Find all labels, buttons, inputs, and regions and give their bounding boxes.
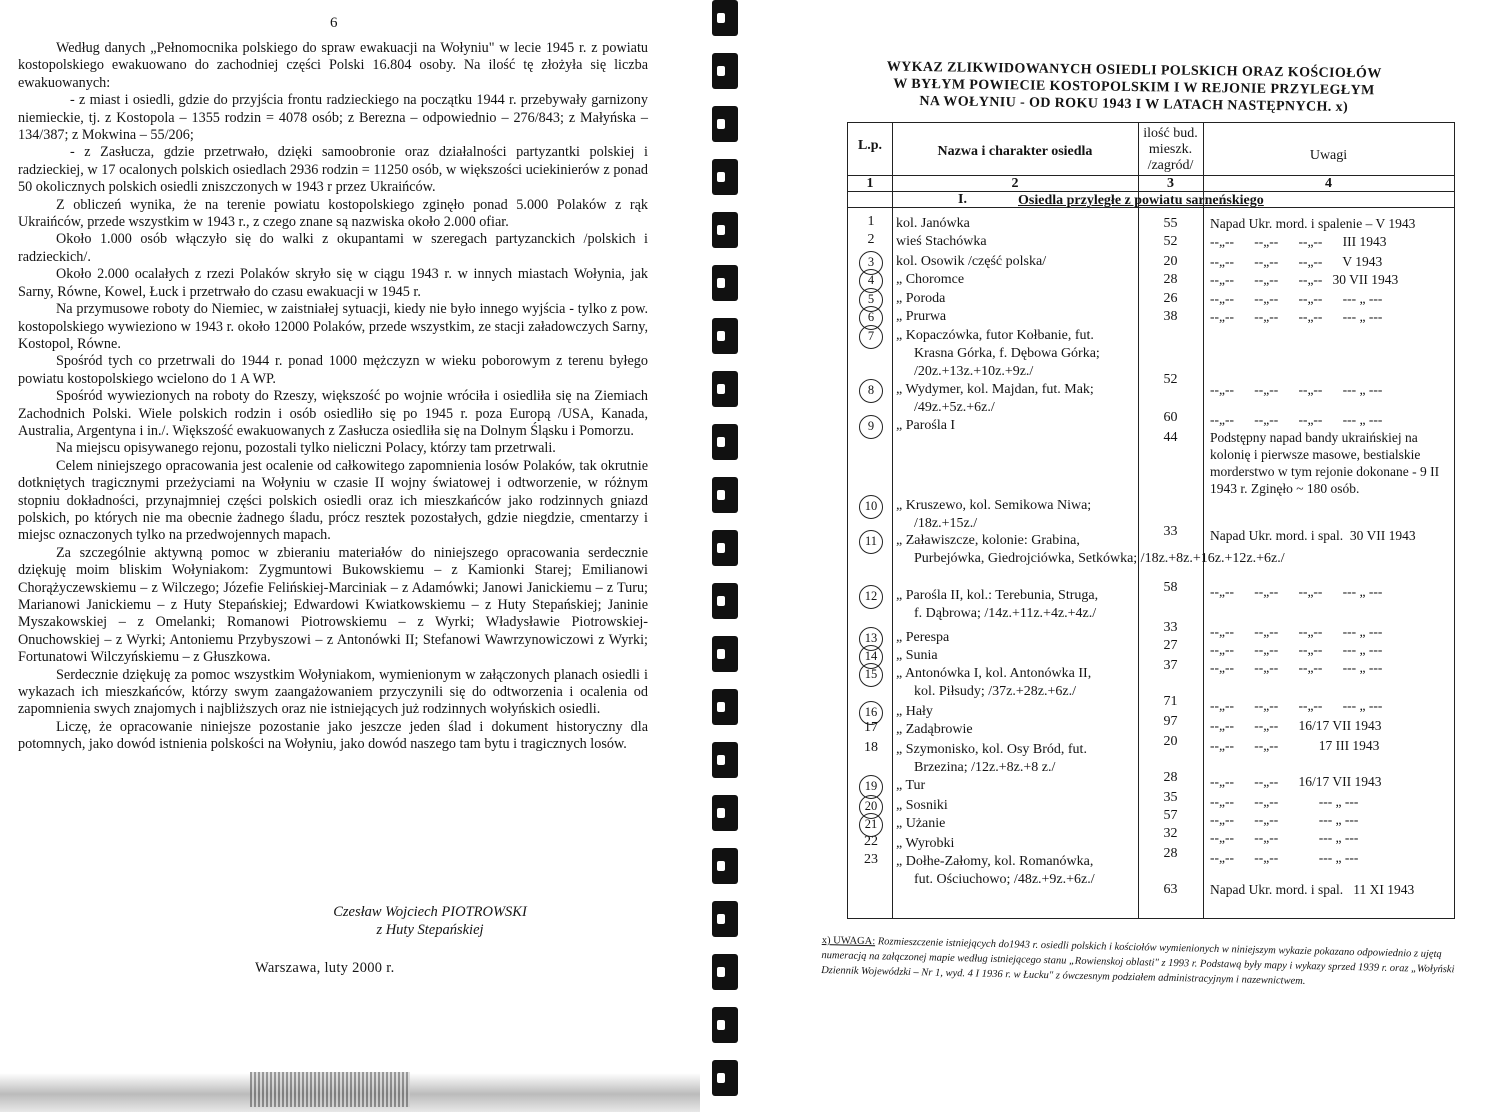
settlement-name: „ Użanie [896,816,946,831]
remark: --„-- --„-- --„-- --- „ --- [1210,382,1383,397]
remark: --„-- --„-- --„-- V 1943 [1210,254,1383,269]
remark: Napad Ukr. mord. i spal. 11 XI 1943 [1210,882,1415,897]
scan-shadow [0,1052,700,1112]
circled-row-number: 11 [859,530,883,554]
building-count: 97 [1163,714,1178,729]
row-number [854,585,888,609]
remark: --„-- --„-- --„-- --- „ --- [1210,642,1383,657]
signature-origin: z Huty Stepańskiej [376,922,484,938]
settlement-name: Purbejówka, Giedrojciówka, Setkówka; /18z.+8z.+16z.+12z.+6z./ [914,551,1285,566]
row-number [854,379,888,403]
circled-row-number: 9 [859,415,883,439]
settlement-name: „ Parośla II, kol.: Terebunia, Struga, [896,588,1099,603]
paragraph: Według danych „Pełnomocnika polskiego do spraw ewakuacji na Wołyniu" w lecie 1945 r. z powiatu kostopolskiego ewakuowano do zachodniej części Polski 16.804 osoby. Na ilość tę złożyła się liczba ewakuowanych: [18,40,648,91]
settlement-name: f. Dąbrowa; /14z.+11z.+4z.+4z./ [914,606,1097,621]
row-number [854,663,888,687]
circled-row-number: 7 [859,325,883,349]
settlement-name: „ Zadąbrowie [896,722,973,737]
remark: Napad Ukr. mord. i spalenie – V 1943 [1210,216,1416,231]
row-number [854,719,888,736]
remark: --„-- --„-- --„-- --- „ --- [1210,584,1383,599]
circled-row-number: 20 [859,795,883,819]
row-number [854,851,888,868]
row-number-text: 18 [864,740,878,755]
row-number [854,325,888,349]
right-page [780,0,1488,1115]
building-count: 52 [1163,372,1178,387]
building-count: 33 [1163,524,1178,539]
remark: --„-- --„-- --„-- III 1943 [1210,234,1387,249]
remark: --„-- --„-- 16/17 VII 1943 [1210,718,1382,733]
row-number [854,495,888,519]
footnote-label: x) UWAGA: [821,934,876,948]
building-count: 20 [1163,254,1178,269]
col-number-2: 2 [1011,176,1019,191]
building-count: 44 [1163,430,1178,445]
building-count: 33 [1163,620,1178,635]
section-number: I. [958,192,967,207]
circled-row-number: 5 [859,288,883,312]
col-number-4: 4 [1325,176,1332,191]
building-count: 38 [1163,309,1178,324]
header-count-2: mieszk. [1148,142,1193,157]
paragraph: Na miejscu opisywanego rejonu, pozostali tylko nieliczni Polacy, którzy tam przetrwali. [56,440,556,457]
paragraph: - z Zasłucza, gdzie przetrwało, dzięki samoobronie oraz działalności partyzantki polskiej i radzieckiej, w 17 ocalonych polskich osiedlach 2936 rodzin = 11250 osób, w większości uciekinierów z ponad 50 okolicznych polskich osiedli zniszczonych w 1943 r przez Ukraińców. [18,144,648,196]
paragraph: Serdecznie dziękuję za pomoc wszystkim Wołyniakom, wymienionym w załączonych planach osiedli i wykazach ich mieszkańców, którzy swym zaangażowaniem przyczynili się do odtworzenia i ocalenia od zapomnienia swych znajomych i najbliższych oraz nie istniejących już rodzinnych wołyńskich osiedli. [18,666,648,718]
page-number: 6 [330,15,338,31]
left-page [0,0,700,1115]
signature-name: Czesław Wojciech PIOTROWSKI [333,904,527,920]
building-count: 35 [1163,790,1178,805]
footnote [821,933,1462,993]
paragraph: Za szczególnie aktywną pomoc w zbieraniu materiałów do niniejszego opracowania serdecznie dziękuję moim bliskim Wołyniakom: Zygmuntowi Bukowskiemu – z Kamionki Starej; Emilianowi Chorążyczewskiemu – z Wilczego; Józefie Felińskiej-Marciniak – z Adamówki; Janowi Janickiemu – z Turu; Marianowi Janickiemu – z Huty Stepańskiej; Edwardowi Kwiatkowskiemu – z Huty Stepańskiej; Janinie Myszakowskiej – z Omelanki; Romanowi Piotrowskiemu – z Wyrki; Władysławie Piotrowskiej-Onuchowskiej – z Wyrki; Antoniemu Przybyszowi – z Antonówki II; Stefanowi Wawrzynowiczowi z Wyrki; Fortunatowi Wilczyńskiemu – z Głuszkowa. [18,544,648,666]
settlement-name: „ Poroda [896,291,946,306]
building-count: 58 [1163,580,1178,595]
title-line: WYKAZ ZLIKWIDOWANYCH OSIEDLI POLSKICH ORAZ KOŚCIOŁÓW [886,59,1382,82]
row-number-text: 17 [864,720,878,735]
circled-row-number: 8 [859,379,883,403]
building-count: 37 [1163,658,1178,673]
row-number [854,415,888,439]
paragraph: Celem niniejszego opracowania jest ocalenie od całkowitego zapomnienia losów Polaków, tak okrutnie dotkniętych tragicznymi przeżyciami na Wołyniu w czasie II wojny światowej i odtworzenie, w różnym stopniu dokładności, przynajmniej części polskich osiedli oraz ich mieszkańców jako rodzinnych gniazd polskich, po których nie ma obecnie żadnego śladu, prócz resztek pozostałych, gdzie niegdzie, cmentarzy i miejsc oznaczonych tylko na przedwojennych mapach. [18,457,648,544]
settlement-name: kol. Osowik /część polska/ [896,254,1047,269]
remark: --„-- --„-- --„-- --- „ --- [1210,309,1383,324]
circled-row-number: 14 [859,645,883,669]
remark: --„-- --„-- 17 III 1943 [1210,738,1380,753]
building-count: 57 [1163,808,1178,823]
paragraph: Z obliczeń wynika, że na terenie powiatu kostopolskiego zginęło ponad 5.000 Polaków z rąk Ukraińców, przede wszystkim w 1943 r., z czego znane są nazwiska około 2.000 ofiar. [18,196,648,231]
circled-row-number: 21 [859,813,883,837]
building-count: 60 [1163,410,1178,425]
building-count: 28 [1163,272,1178,287]
row-number-text: 2 [867,232,875,247]
row-number [854,530,888,554]
paragraph: Na przymusowe roboty do Niemiec, w zaistniałej sytuacji, kiedy nie było innego wyjścia - tylko z pow. kostopolskiego wywieziono w 1943 r. około 12000 Polaków, przede wszystkim, ze stacji załadowczych Sarny, Kostopol, Równe. [18,301,648,352]
settlement-name: „ Sosniki [896,798,948,813]
settlement-name: kol. Janówka [896,216,970,231]
building-count: 20 [1163,734,1178,749]
settlement-name: Brzezina; /12z.+8z.+8 z./ [914,760,1056,775]
col-number-3: 3 [1167,176,1174,191]
remark: Napad Ukr. mord. i spal. 30 VII 1943 [1210,528,1416,543]
spiral-binding [704,0,744,1115]
circled-row-number: 13 [859,627,883,651]
circled-row-number: 6 [859,306,883,330]
circled-row-number: 3 [859,251,883,275]
building-count: 63 [1163,882,1178,897]
settlement-name: „ Hały [896,704,933,719]
body-text [18,40,648,754]
building-count: 28 [1163,770,1178,785]
remark: --„-- --„-- --„-- --- „ --- [1210,698,1383,713]
settlement-name: „ Kopaczówka, futor Kołbanie, fut. [896,328,1094,343]
building-count: 32 [1163,826,1178,841]
settlement-name: /49z.+5z.+6z./ [914,400,995,415]
footnote-text: Rozmieszczenie istniejących do1943 r. osiedli polskich i kościołów wymienionych w niniejszym wykazie pokazano odpowiednio z ujętą numeracją na załączonej mapie według istniejącego stanu „Rowienskoj oblasti" z 1993 r. Podstawą były mapy i wykazy sprzed 1939 r. oraz „Wołyński Dziennik Wojewódzki – Nr 1, wyd. 4 I 1936 r. w Łucku" z ówczesnym podziałem administracyjnym i nazewnictwem. [821,936,1455,987]
settlement-name: „ Choromce [896,272,965,287]
settlement-name: fut. Ościuchowo; /48z.+9z.+6z./ [914,872,1095,887]
header-name: Nazwa i charakter osiedla [937,144,1093,159]
circled-row-number: 15 [859,663,883,687]
settlement-name: „ Parośla I [896,418,956,433]
paragraph: - z miast i osiedli, gdzie do przyjścia frontu radzieckiego na początku 1944 r. przebywały garnizony niemieckie, tj. z Kostopola – 1355 rodzin = 4078 osób; z Berezna – odpowiednio – 276/843; z Małyńska – 134/387; z Mokwina – 55/206; [18,92,648,144]
settlement-name: /18z.+15z./ [914,516,978,531]
title-line: W BYŁYM POWIECIE KOSTOPOLSKIM I W REJONIE PRZYLEGŁYM [893,76,1375,99]
header-count-1: ilość bud. [1143,126,1198,141]
section-title: Osiedla przyległe z powiatu sarneńskiego [1018,193,1264,208]
settlement-name: „ Prurwa [896,309,947,324]
row-number [854,833,888,850]
settlement-name: wieś Stachówka [896,234,987,249]
remark: --„-- --„-- --- „ --- [1210,812,1359,827]
remark: --„-- --„-- --„-- 30 VII 1943 [1210,272,1399,287]
remark: --„-- --„-- --- „ --- [1210,830,1359,845]
col-number-1: 1 [866,176,874,191]
paragraph: Liczę, że opracowanie niniejsze pozostanie jako jeszcze jeden ślad i dokument historyczny dla potomnych, jako dowód istnienia polskości na Wołyniu, jako dowód naszego tam bytu i tragicznych losów. [18,718,648,753]
settlement-name: „ Wyrobki [896,836,955,851]
paragraph: Spośród wywiezionych na roboty do Rzeszy, większość po wojnie wróciła i osiedliła się na Ziemiach Zachodnich Polski. Wiele polskich rodzin i osób osiedliło się po 1945 r. poza Europą /USA, Kanada, Australia, Argentyna i in./. Większość ewakuowanych z Zasłucza osiedliła się na Dolnym Śląsku i Pomorzu. [18,388,648,439]
remark: --„-- --„-- --- „ --- [1210,794,1359,809]
building-count: 28 [1163,846,1178,861]
settlement-name: „ Sunia [896,648,938,663]
paragraph: Około 2.000 ocalałych z rzezi Polaków skryło się w ciągu 1943 r. w innych miastach Wołynia, jak Sarny, Równe, Kowel, Łuck i przetrwało do czasu ewakuacji w 1945 r. [18,266,648,300]
settlement-name: „ Dołhe-Załomy, kol. Romanówka, [896,854,1094,869]
remark: --„-- --„-- --- „ --- [1210,850,1359,865]
header-count-3: /zagród/ [1147,158,1194,173]
settlement-name: /20z.+13z.+10z.+9z./ [914,364,1034,379]
row-number-text: 22 [864,834,878,849]
settlement-name: „ Perespa [896,630,950,645]
building-count: 71 [1163,694,1178,709]
remark: --„-- --„-- --„-- --- „ --- [1210,660,1383,675]
settlement-name: „ Tur [896,778,926,793]
row-number-text: 23 [864,852,878,867]
circled-row-number: 12 [859,585,883,609]
circled-row-number: 19 [859,775,883,799]
building-count: 52 [1163,234,1178,249]
remark: Podstępny napad bandy ukraińskiej na kolonię i pierwsze masowe, bestialskie morderstwo w tym rejonie dokonane - 9 II 1943 r. Zginęło ~ 180 osób. [1210,430,1440,496]
row-number-text: 1 [867,214,875,229]
remark: --„-- --„-- --„-- --- „ --- [1210,412,1383,427]
circled-row-number: 16 [859,701,883,725]
settlement-name: „ Szymonisko, kol. Osy Bród, fut. [896,742,1087,757]
circled-row-number: 10 [859,495,883,519]
header-remarks: Uwagi [1309,148,1348,163]
settlement-name: Krasna Górka, f. Dębowa Górka; [914,346,1100,361]
settlements-table [847,122,1455,919]
settlement-name: „ Antonówka I, kol. Antonówka II, [896,666,1092,681]
settlement-name: kol. Piłsudy; /37z.+28z.+6z./ [914,684,1077,699]
row-number [854,231,888,248]
title-line: NA WOŁYNIU - OD ROKU 1943 I W LATACH NASTĘPNYCH. x) [919,94,1349,115]
paragraph: Około 1.000 osób włączyło się do walki z okupantami w szeregach partyzanckich /polskich i radzieckich/. [18,231,648,265]
place-date: Warszawa, luty 2000 r. [255,960,395,976]
settlement-name: „ Załawiszcze, kolonie: Grabina, [896,533,1080,548]
settlement-name: „ Wydymer, kol. Majdan, fut. Mak; [896,382,1094,397]
header-lp: L.p. [857,138,883,153]
row-number [854,213,888,230]
building-count: 27 [1163,638,1178,653]
building-count: 55 [1163,216,1178,231]
paragraph: Spośród tych co przetrwali do 1944 r. ponad 1000 mężczyzn w wieku poborowym z terenu byłego powiatu kostopolskiego wcielono do 1 A WP. [18,353,648,387]
settlement-name: „ Kruszewo, kol. Semikowa Niwa; [896,498,1092,513]
remark: --„-- --„-- --„-- --- „ --- [1210,291,1383,306]
row-number [854,739,888,756]
circled-row-number: 4 [859,269,883,293]
table-title [780,57,1488,118]
remark: --„-- --„-- 16/17 VII 1943 [1210,774,1382,789]
remark: --„-- --„-- --„-- --- „ --- [1210,624,1383,639]
building-count: 26 [1163,291,1178,306]
